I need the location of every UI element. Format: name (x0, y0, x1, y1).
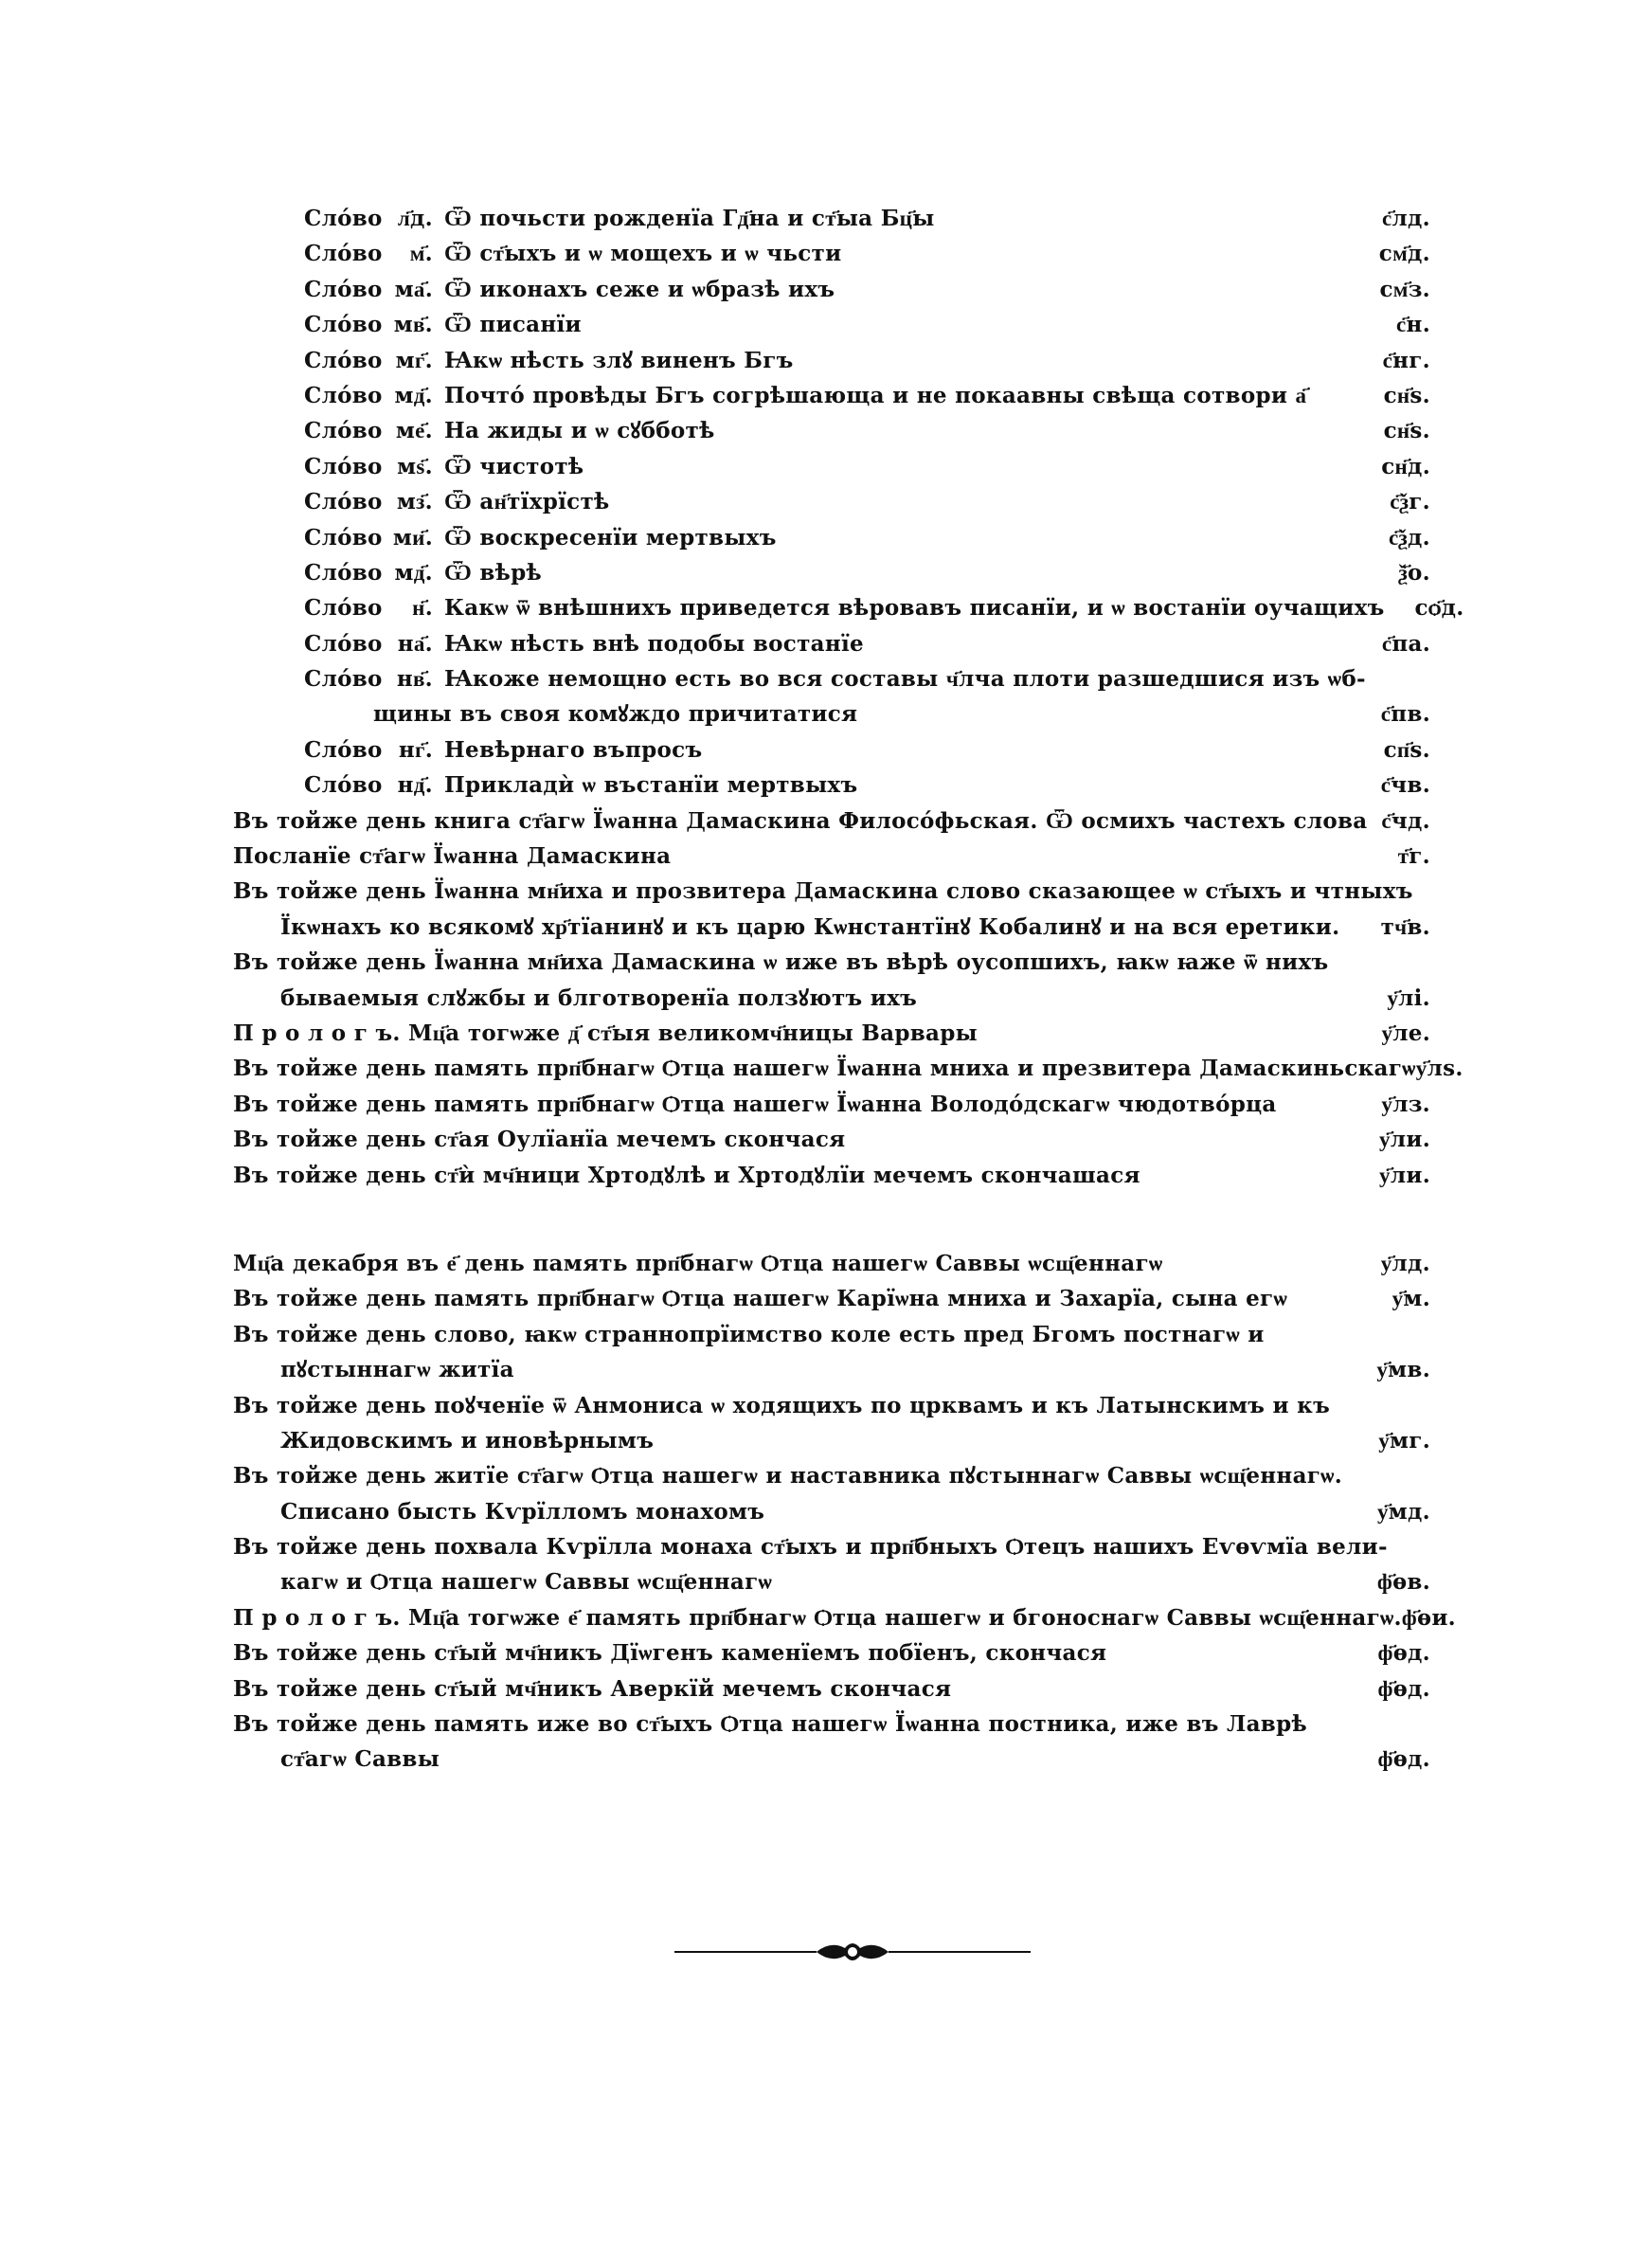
toc-entry (233, 732, 1430, 767)
entry-title-continued: Жидовскимъ и иновѣрнымъ (280, 1427, 655, 1454)
page-number: с҃ѯг. (1390, 489, 1430, 515)
slovo-word: Слóво (304, 489, 383, 515)
slovo-label (233, 484, 444, 519)
slovo-number: м҃. (409, 241, 433, 267)
toc-entry (233, 555, 1430, 590)
slovo-number: ма҃. (394, 276, 433, 302)
page-number: ф҃ѳд. (1377, 1746, 1430, 1773)
slovo-word: Слóво (304, 276, 383, 302)
toc-entry (233, 767, 1430, 803)
slovo-word: Слóво (304, 418, 383, 444)
slovo-word: Слóво (304, 630, 383, 657)
slovo-word: Слóво (304, 524, 383, 551)
toc-entry (233, 626, 1430, 661)
page-number: у҃лѕ. (1415, 1056, 1463, 1082)
toc-entry (233, 1388, 1430, 1423)
slovo-label (233, 661, 444, 696)
entry-title: Почтó провѣды Бгъ согрѣшающа и не покаавны свѣща сотвори а҃ (444, 382, 1307, 408)
entry-title: Какѡ ѿ внѣшнихъ приведется вѣровавъ писанїи, и ѡ востанїи оучащихъ (444, 595, 1385, 622)
toc-entry (233, 1529, 1430, 1564)
slovo-label (233, 449, 444, 484)
slovo-word: Слóво (304, 736, 383, 763)
page-number: сн҃ѕ. (1383, 382, 1430, 408)
entry-title: Въ тойже день ст҃ый мч҃никъ Аверкїй мечемъ скончася (233, 1675, 952, 1702)
toc-entry (233, 945, 1430, 980)
page-number: у҃лз. (1381, 1091, 1430, 1117)
toc-entry (233, 1706, 1430, 1742)
slovo-label (233, 626, 444, 661)
entry-title: Въ тойже день ст҃ая Оулїанїа мечемъ скончася (233, 1127, 846, 1153)
entry-title: Ѿ почьсти рожденїа Гд҃на и ст҃ыа Бц҃ы (444, 206, 935, 231)
page-number: ф҃ѳи. (1401, 1604, 1456, 1631)
page-number: см҃з. (1379, 276, 1430, 302)
page-number: сѻ҃д. (1414, 595, 1464, 622)
slovo-word: Слóво (304, 347, 383, 373)
entry-title: Мц҃а декабря въ е҃ день память прп҃бнагѡ Ѻтца нашегѡ Саввы ѡсщ҃еннагѡ (233, 1250, 1163, 1276)
page-number: сп҃ѕ. (1383, 736, 1430, 763)
slovo-number: нг҃. (398, 736, 433, 763)
slovo-word: Слóво (304, 595, 383, 622)
slovo-label (233, 343, 444, 378)
toc-entry (233, 661, 1430, 696)
slovo-number: мв҃. (393, 312, 433, 338)
entry-title: Ꙗкѡ нѣсть внѣ подобы востанїе (444, 630, 864, 657)
table-of-contents (233, 201, 1464, 1778)
toc-entry (233, 1494, 1430, 1529)
toc-entry (233, 1352, 1430, 1387)
slovo-word: Слóво (304, 666, 383, 693)
slovo-number: нд҃. (397, 772, 433, 799)
toc-entry (233, 1122, 1430, 1157)
entry-title: Въ тойже день ст҃ый мч҃никъ Дїѡгенъ каменїемъ побїенъ, скончася (233, 1640, 1107, 1667)
entry-title: Ꙗкоже немощно есть во вся составы ч҃лча плоти разшедшися изъ ѡб- (444, 666, 1366, 693)
slovo-number: мз҃. (396, 489, 433, 515)
page-number: с҃нг. (1382, 347, 1430, 373)
toc-entry (233, 307, 1430, 342)
entry-title-continued: Списано бысть Кѵрїлломъ монахомъ (280, 1498, 765, 1525)
slovo-word: Слóво (304, 559, 383, 586)
entry-title: Посланїе ст҃агѡ Їѡанна Дамаскина (233, 843, 672, 870)
toc-entry (233, 803, 1430, 839)
page-number: с҃ѯд. (1389, 524, 1430, 551)
toc-entry (233, 696, 1430, 731)
page-number: ф҃ѳд. (1377, 1675, 1430, 1702)
slovo-word: Слóво (304, 382, 383, 408)
entry-title: Ѿ писанїи (444, 312, 582, 338)
toc-entry (233, 1742, 1430, 1777)
page-number: т҃г. (1397, 843, 1430, 870)
toc-entry (233, 1158, 1430, 1193)
entry-title: Въ тойже день ст҃ѝ мч҃ници Хртодꙋлѣ и Хртодꙋлїи мечемъ скончашася (233, 1162, 1140, 1188)
toc-entry (233, 1016, 1430, 1051)
page-number: с҃чв. (1380, 772, 1430, 799)
slovo-label (233, 201, 444, 236)
toc-entry (233, 590, 1464, 625)
toc-entry (233, 1600, 1456, 1635)
slovo-label (233, 236, 444, 271)
entry-title-continued: бываемыя слꙋжбы и блготворенїа ползꙋютъ ихъ (280, 984, 918, 1011)
page-number: у҃мг. (1378, 1427, 1430, 1454)
toc-entry (233, 201, 1430, 236)
page-number: с҃чд. (1381, 807, 1430, 834)
entry-title: Въ тойже день поꙋченїе ѿ Анмониса ѡ ходящихъ по црквамъ и къ Латынскимъ и къ (233, 1392, 1331, 1418)
toc-entry (233, 981, 1430, 1016)
toc-entry (233, 1423, 1430, 1458)
page-number: у҃мд. (1376, 1498, 1430, 1525)
section-gap (233, 1193, 1430, 1246)
entry-title: Въ тойже день Їѡанна мн҃иха и прозвитера Дамаскина слово сказающее ѡ ст҃ыхъ и чтныхъ (233, 878, 1413, 905)
page-number: ѯ҃о. (1398, 559, 1430, 586)
page-number: у҃лі. (1387, 984, 1430, 1011)
page-number: сн҃ѕ. (1383, 418, 1430, 444)
page-number: ф҃ѳд. (1377, 1640, 1430, 1667)
toc-entry (233, 839, 1430, 874)
entry-title: Въ тойже день слово, ꙗкѡ страннопрїимство коле есть пред Бгомъ постнагѡ и (233, 1321, 1265, 1347)
slovo-label (233, 555, 444, 590)
entry-title: Ꙗкѡ нѣсть злꙋ виненъ Бгъ (444, 347, 794, 373)
slovo-number: н҃. (412, 595, 433, 622)
page-number: у҃лд. (1380, 1250, 1430, 1276)
slovo-word: Слóво (304, 772, 383, 799)
page-number: сн҃д. (1381, 453, 1430, 479)
entry-title: Ѿ ст҃ыхъ и ѡ мощехъ и ѡ чьсти (444, 241, 842, 267)
slovo-label (233, 307, 444, 342)
slovo-word: Слóво (304, 241, 383, 267)
entry-title: Невѣрнаго въпросъ (444, 736, 703, 763)
page-number: тч҃в. (1380, 913, 1430, 940)
toc-entry (233, 272, 1430, 307)
toc-entry (233, 378, 1430, 413)
toc-entry (233, 484, 1430, 519)
slovo-number: нв҃. (396, 666, 433, 693)
toc-entry (233, 1458, 1430, 1493)
slovo-label (233, 590, 444, 625)
toc-entry (233, 1246, 1430, 1281)
page-number: с҃лд. (1382, 206, 1430, 231)
slovo-number: мд҃. (394, 382, 433, 408)
entry-title: П р о л о г ъ. Мц҃а тогѡже е҃ память прп҃бнагѡ Ѻтца нашегѡ и бгоноснагѡ Саввы ѡсщ҃еннагѡ. (233, 1604, 1402, 1631)
entry-title-continued: ст҃агѡ Саввы (280, 1746, 440, 1773)
slovo-label (233, 413, 444, 448)
ornament-divider (674, 1935, 1031, 1969)
page-number: у҃мв. (1376, 1357, 1430, 1383)
slovo-label (233, 767, 444, 803)
slovo-word: Слóво (304, 206, 383, 231)
entry-title: Въ тойже день похвала Кѵрїлла монаха ст҃ыхъ и прп҃бныхъ Ѻтецъ нашихъ Еѵѳѵмїа вели- (233, 1534, 1388, 1561)
page-number: с҃пв. (1380, 701, 1430, 728)
slovo-number: мд҃. (394, 559, 433, 586)
toc-entry (233, 1281, 1430, 1316)
toc-entry (233, 1087, 1430, 1122)
toc-entry (233, 413, 1430, 448)
toc-entry (233, 343, 1430, 378)
entry-title: Въ тойже день память прп҃бнагѡ Ѻтца нашегѡ Їѡанна мниха и презвитера Дамаскиньскагѡ (233, 1056, 1416, 1082)
toc-entry (233, 874, 1430, 909)
entry-title: Въ тойже день память прп҃бнагѡ Ѻтца нашегѡ Їѡанна Володóдскагѡ чюдотвóрца (233, 1091, 1277, 1117)
toc-entry (233, 1051, 1463, 1086)
slovo-label (233, 378, 444, 413)
slovo-number: ме҃. (395, 418, 433, 444)
toc-entry (233, 910, 1430, 945)
page-number: с҃па. (1381, 630, 1430, 657)
toc-entry (233, 236, 1430, 271)
entry-title-continued: Їкѡнахъ ко всякомꙋ хр҃тїанинꙋ и къ царю Кѡнстантїнꙋ Кобалинꙋ и на вся еретики. (280, 913, 1340, 940)
page-number: ф҃ѳв. (1376, 1569, 1430, 1596)
entry-title: Ѿ иконахъ сеже и ѡбразѣ ихъ (444, 276, 835, 302)
slovo-number: на҃. (397, 630, 433, 657)
toc-entry (233, 1671, 1430, 1706)
entry-title: Ѿ воскресенїи мертвыхъ (444, 524, 777, 551)
entry-title: Въ тойже день книга ст҃агѡ Їѡанна Дамаскина Филосóфьская. Ѿ осмихъ частехъ слова (233, 807, 1368, 834)
entry-title: Въ тойже день житїе ст҃агѡ Ѻтца нашегѡ и наставника пꙋстыннагѡ Саввы ѡсщ҃еннагѡ. (233, 1463, 1343, 1490)
entry-title: На жиды и ѡ сꙋбботѣ (444, 418, 715, 444)
entry-title: Ѿ ан҃тїхрїстѣ (444, 489, 610, 515)
toc-entry (233, 520, 1430, 555)
slovo-word: Слóво (304, 453, 383, 479)
entry-title: Прикладѝ ѡ въстанїи мертвыхъ (444, 772, 858, 799)
page-number: у҃ле. (1381, 1020, 1430, 1046)
slovo-number: л҃д. (397, 206, 433, 231)
slovo-label (233, 520, 444, 555)
page-number: с҃н. (1396, 312, 1430, 338)
entry-title: Въ тойже день память прп҃бнагѡ Ѻтца нашегѡ Карїѡна мниха и Захарїа, сына егѡ (233, 1286, 1287, 1312)
page-number: у҃ли. (1379, 1162, 1430, 1188)
slovo-number: мѕ҃. (397, 453, 433, 479)
page-number: у҃м. (1392, 1286, 1430, 1312)
slovo-label (233, 272, 444, 307)
entry-title: Ѿ вѣрѣ (444, 559, 542, 586)
entry-title: Въ тойже день Їѡанна мн҃иха Дамаскина ѡ иже въ вѣрѣ оусопшихъ, ꙗкѡ ꙗже ѿ нихъ (233, 949, 1329, 976)
toc-entry (233, 1564, 1430, 1599)
toc-entry (233, 1317, 1430, 1352)
entry-title-continued: кагѡ и Ѻтца нашегѡ Саввы ѡсщ҃еннагѡ (280, 1569, 773, 1596)
entry-title: Въ тойже день память иже во ст҃ыхъ Ѻтца нашегѡ Їѡанна постника, иже въ Лаврѣ (233, 1711, 1307, 1738)
slovo-label (233, 732, 444, 767)
page-number: см҃д. (1378, 241, 1430, 267)
slovo-word: Слóво (304, 312, 383, 338)
entry-title-continued: щины въ своя комꙋждо причитатися (373, 701, 858, 728)
slovo-number: ми҃. (392, 524, 433, 551)
entry-title: П р о л о г ъ. Мц҃а тогѡже д҃ ст҃ыя великомч҃ницы Варвары (233, 1020, 978, 1046)
entry-title: Ѿ чистотѣ (444, 453, 584, 479)
toc-entry (233, 1635, 1430, 1670)
entry-title-continued: пꙋстыннагѡ житїа (280, 1357, 514, 1383)
slovo-number: мг҃. (395, 347, 433, 373)
page-number: у҃ли. (1379, 1127, 1430, 1153)
toc-entry (233, 449, 1430, 484)
